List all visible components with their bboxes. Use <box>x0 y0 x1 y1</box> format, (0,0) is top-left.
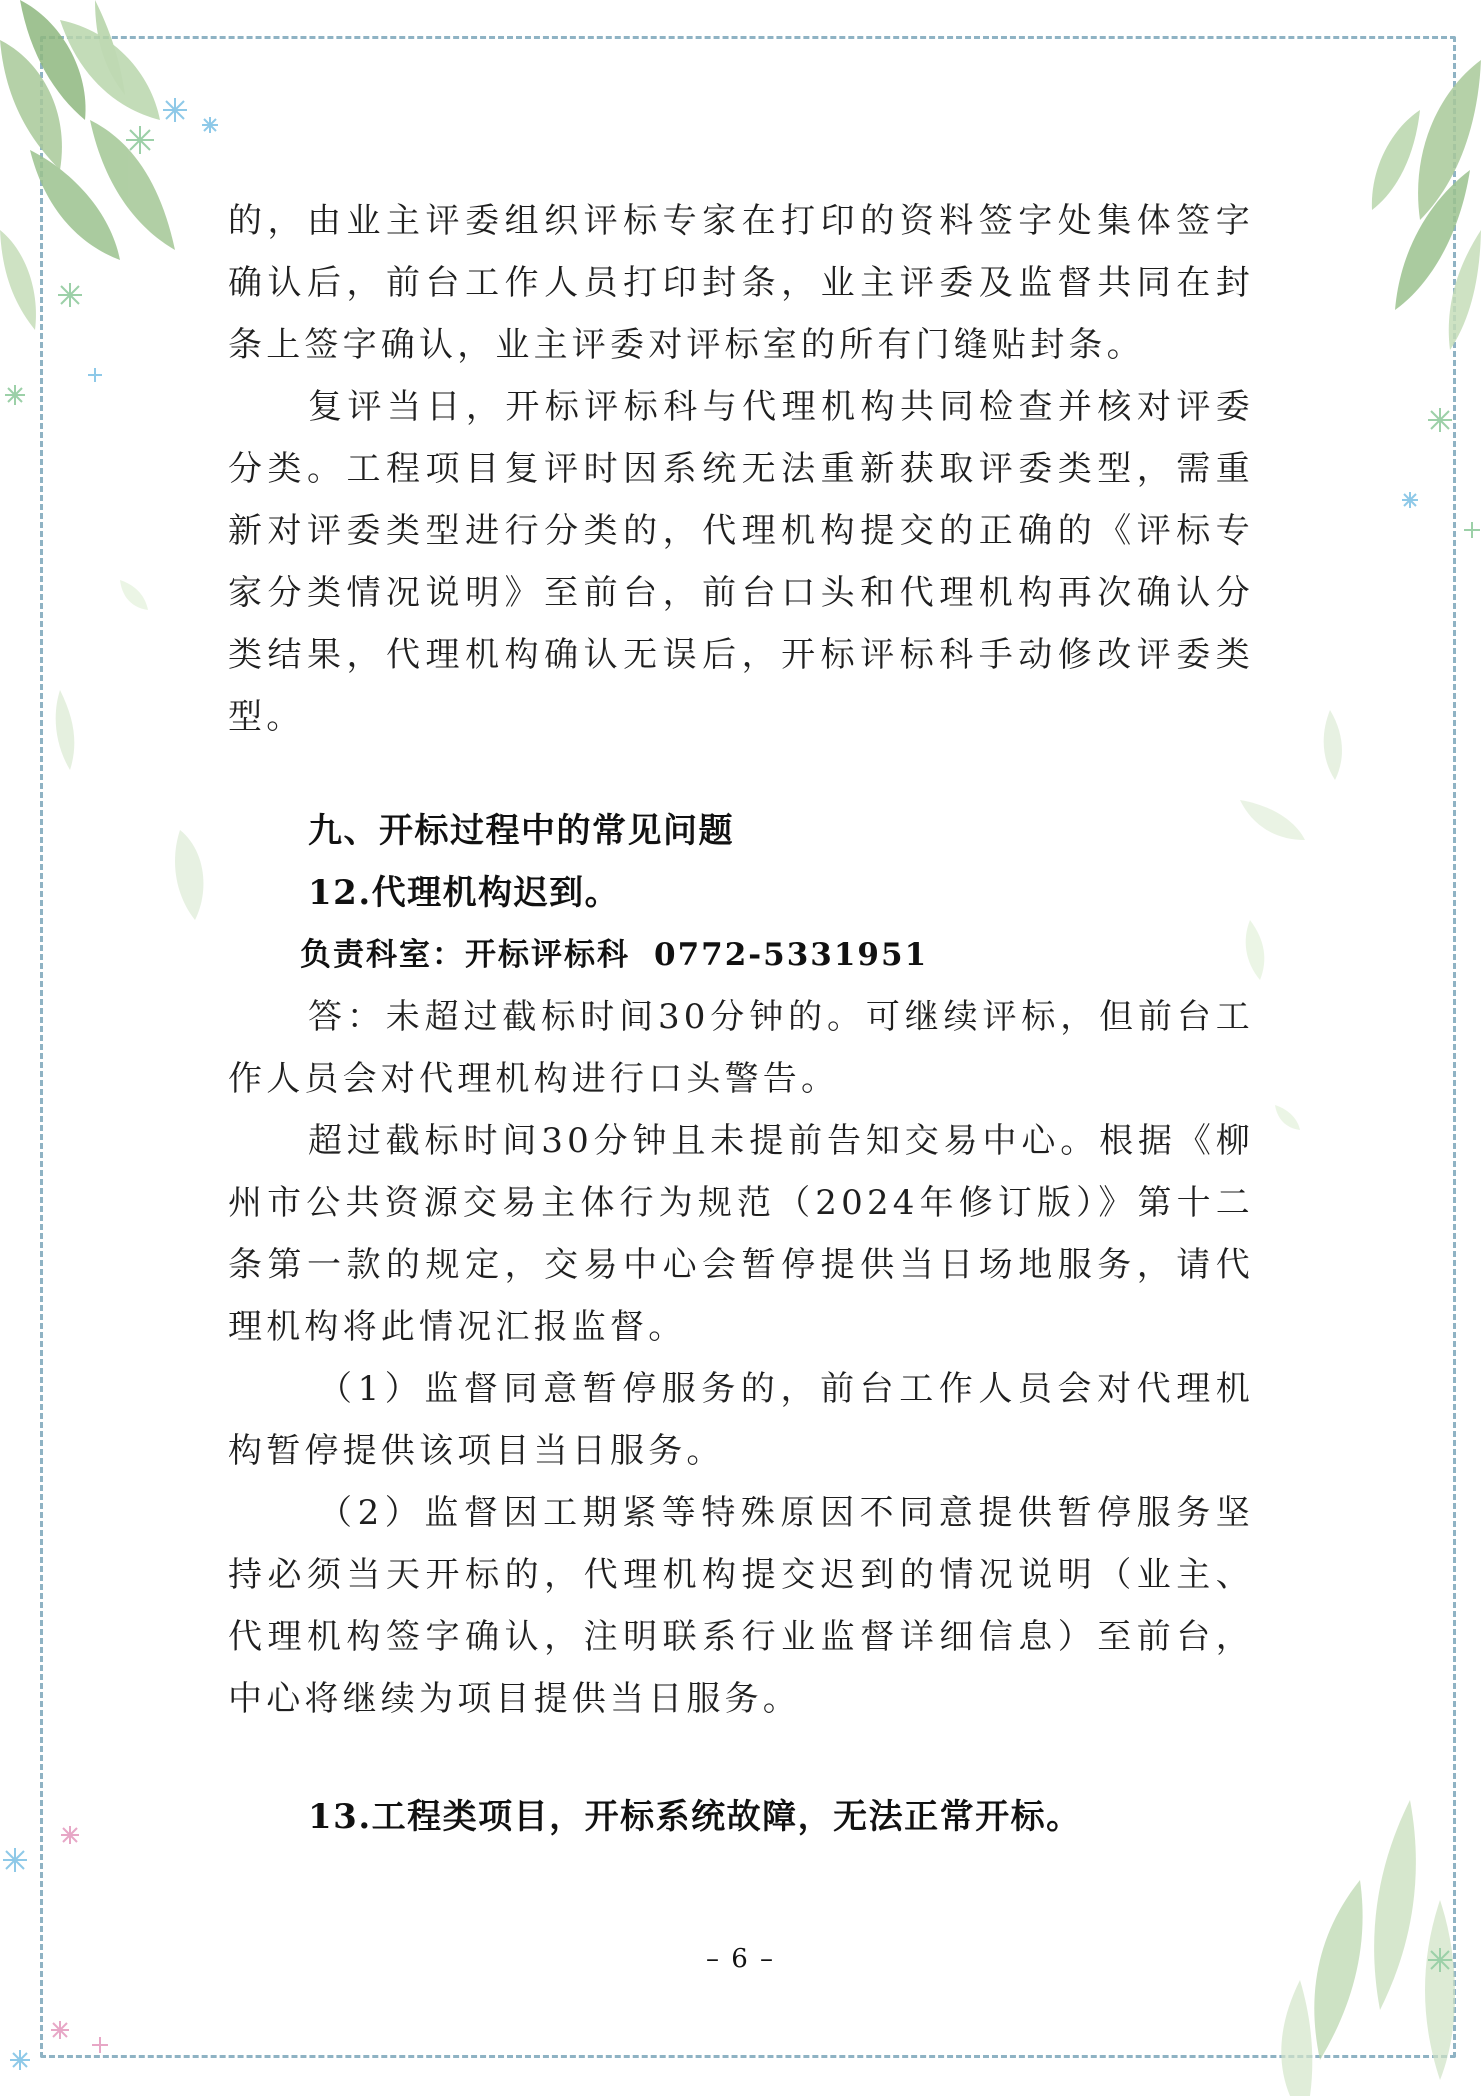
department-label: 负责科室：开标评标科 <box>300 937 630 973</box>
question-13-title: 13.工程类项目，开标系统故障，无法正常开标。 <box>308 1797 1082 1837</box>
page-number: – 6 – <box>705 1944 776 1974</box>
responsible-department <box>228 924 1254 986</box>
answer-item-1: （1）监督同意暂停服务的，前台工作人员会对代理机构暂停提供该项目当日服务。 <box>228 1369 1254 1471</box>
document-body <box>228 190 1254 1848</box>
spacer <box>228 748 1254 800</box>
answer-paragraph-1: 答：未超过截标时间30分钟的。可继续评标，但前台工作人员会对代理机构进行口头警告。 <box>228 997 1254 1099</box>
spacer <box>228 1730 1254 1786</box>
answer-item-2: （2）监督因工期紧等特殊原因不同意提供暂停服务坚持必须当天开标的，代理机构提交迟到的情况说明（业主、代理机构签字确认，注明联系行业监督详细信息）至前台，中心将继续为项目提供当日服务。 <box>228 1493 1254 1719</box>
answer-paragraph-2: 超过截标时间30分钟且未提前告知交易中心。根据《柳州市公共资源交易主体行为规范（2024年修订版）》第十二条第一款的规定，交易中心会暂停提供当日场地服务，请代理机构将此情况汇报监督。 <box>228 1121 1254 1347</box>
question-12-title: 12.代理机构迟到。 <box>308 873 621 913</box>
department-phone: 0772-5331951 <box>654 937 929 973</box>
paragraph-continuation: 的，由业主评委组织评标专家在打印的资料签字处集体签字确认后，前台工作人员打印封条，业主评委及监督共同在封条上签字确认，业主评委对评标室的所有门缝贴封条。 <box>228 201 1254 365</box>
paragraph-review-day: 复评当日，开标评标科与代理机构共同检查并核对评委分类。工程项目复评时因系统无法重新获取评委类型，需重新对评委类型进行分类的，代理机构提交的正确的《评标专家分类情况说明》至前台，前台口头和代理机构再次确认分类结果，代理机构确认无误后，开标评标科手动修改评委类型。 <box>228 387 1254 737</box>
section-heading: 九、开标过程中的常见问题 <box>308 811 734 851</box>
